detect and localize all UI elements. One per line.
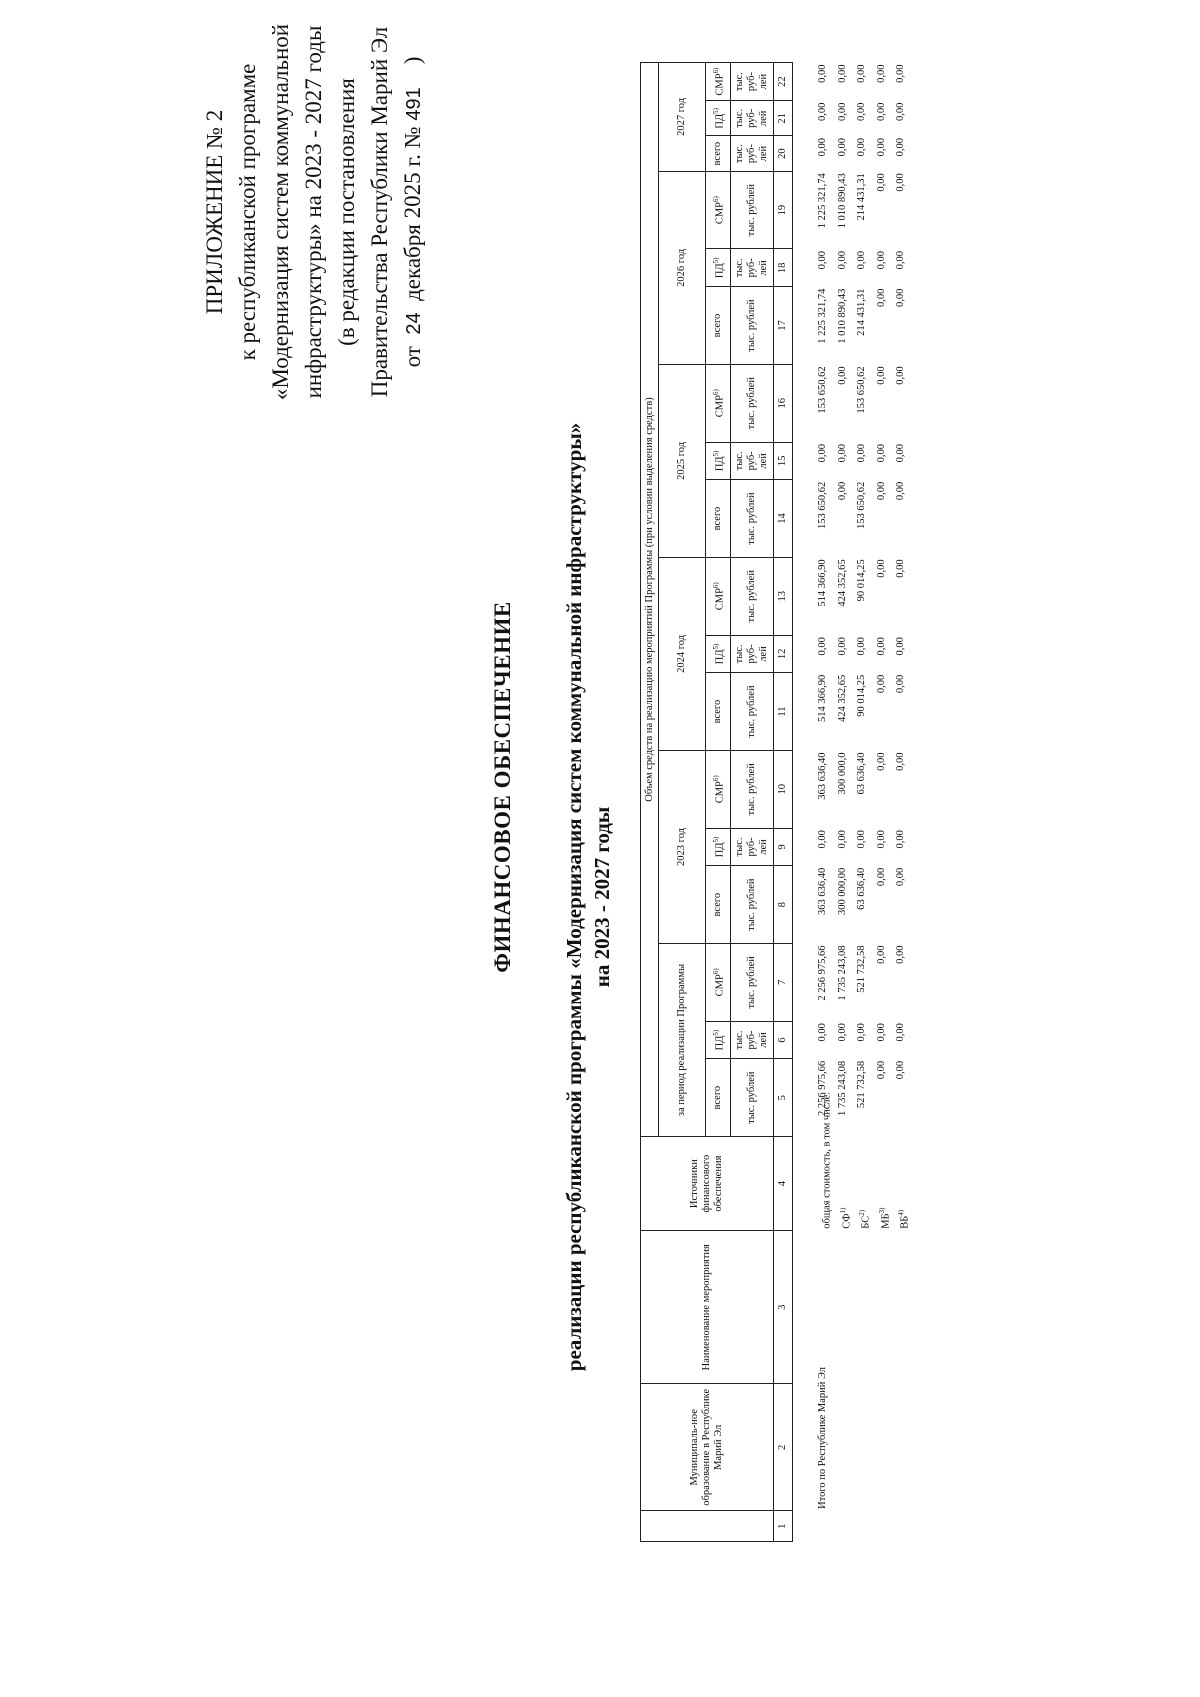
value-cell: 0,00 <box>836 637 848 656</box>
footnote-ref: 1) <box>838 1207 847 1214</box>
subheader-total: всего <box>706 480 731 558</box>
footnote-ref: 5) <box>711 450 720 457</box>
header-event-name: Наименование мероприятия <box>641 1231 774 1384</box>
table-row <box>834 63 854 1542</box>
footnote-ref: 5) <box>711 1029 720 1036</box>
value-cell: 0,00 <box>836 1023 848 1042</box>
value-cell: 0,00 <box>856 637 867 656</box>
value-cell: 0,00 <box>856 444 867 463</box>
column-number: 19 <box>774 171 793 249</box>
subheader-pd-label: ПД <box>714 263 726 279</box>
appendix-line: инфраструктуры» на 2023 - 2027 годы <box>301 25 326 399</box>
value-cell: 0,00 <box>856 250 867 270</box>
value-cell: 0,00 <box>895 637 906 656</box>
value-cell: 0,00 <box>895 867 906 887</box>
subheader-pd <box>706 442 731 480</box>
value-cell: 363 636,40 <box>817 752 828 800</box>
table-body <box>793 63 912 1542</box>
subheader-pd <box>706 1021 731 1059</box>
subheader-pd-label: ПД <box>714 1035 726 1051</box>
value-cell: 0,00 <box>875 945 887 964</box>
value-cell: 0,00 <box>836 137 848 157</box>
column-number: 1 <box>774 1511 793 1542</box>
source-label: БС <box>860 1215 872 1229</box>
value-cell: 0,00 <box>856 830 867 849</box>
unit-label: тыс. рублей <box>731 480 774 558</box>
value-cell: 0,00 <box>817 64 828 83</box>
value-cell: 0,00 <box>895 1060 906 1080</box>
value-cell: 0,00 <box>875 250 887 270</box>
subheader-smr <box>706 557 731 635</box>
value-cell: 300 000,00 <box>836 867 848 916</box>
header-year-2027: 2027 год <box>659 63 706 172</box>
appendix-line: «Модернизация систем коммунальной <box>268 23 293 401</box>
column-number: 17 <box>774 287 793 365</box>
value-cell: 0,00 <box>856 102 867 122</box>
value-cell: 0,00 <box>875 830 887 849</box>
value-cell: 0,00 <box>836 250 848 270</box>
value-cell: 0,00 <box>895 1023 906 1042</box>
unit-label: тыс. рублей <box>731 1059 774 1137</box>
value-cell: 90 014,25 <box>856 674 867 717</box>
column-number: 18 <box>774 249 793 287</box>
value-cell: 0,00 <box>875 64 887 83</box>
value-cell: 0,00 <box>875 366 887 385</box>
closing-paren: ) <box>400 56 425 65</box>
value-cell: 90 014,25 <box>856 559 867 602</box>
value-cell: 0,00 <box>875 173 887 192</box>
column-number: 3 <box>774 1231 793 1384</box>
value-cell: 214 431,31 <box>856 173 867 221</box>
value-cell: 0,00 <box>875 1023 887 1042</box>
value-cell: 0,00 <box>875 752 887 771</box>
subheader-smr <box>706 171 731 249</box>
row-index-cell <box>892 1511 912 1542</box>
subheader-smr <box>706 943 731 1021</box>
value-cell: 0,00 <box>895 102 906 122</box>
value-cell: 1 225 321,74 <box>817 173 828 229</box>
column-number: 5 <box>774 1059 793 1137</box>
value-cell: 214 431,31 <box>856 288 867 336</box>
date-day: 24 <box>403 312 425 335</box>
column-number: 15 <box>774 442 793 480</box>
unit-label: тыс. рублей <box>731 866 774 944</box>
header-year-2023: 2023 год <box>659 750 706 943</box>
header-volume: Объем средств на реализацию мероприятий Программы (при условии выделения средств) <box>641 63 659 1137</box>
value-cell: 0,00 <box>875 867 887 887</box>
unit-label: тыс. руб-лей <box>731 828 774 866</box>
column-number: 11 <box>774 673 793 751</box>
unit-label: тыс. рублей <box>731 364 774 442</box>
subheader-total: всего <box>706 287 731 365</box>
column-number: 21 <box>774 101 793 136</box>
header-municipality: Муниципаль-ное образование в Республике Марий Эл <box>641 1384 774 1511</box>
spacer-cell <box>793 63 815 1542</box>
value-cell: 0,00 <box>817 250 828 270</box>
value-cell: 300 000,0 <box>836 752 848 795</box>
unit-label: тыс. рублей <box>731 673 774 751</box>
appendix-date-line <box>396 12 431 412</box>
value-cell: 0,00 <box>895 64 906 83</box>
appendix-line: Правительства Республики Марий Эл <box>367 26 392 398</box>
subheader-smr-label: СМР <box>714 395 726 418</box>
value-cell: 0,00 <box>836 830 848 849</box>
value-cell: 1 010 890,43 <box>836 173 848 229</box>
footnote-ref: 2) <box>858 1209 866 1216</box>
value-cell: 0,00 <box>836 481 848 501</box>
column-number: 13 <box>774 557 793 635</box>
appendix-line: к республиканской программе <box>235 63 260 361</box>
value-cell: 2 256 975,66 <box>817 1060 828 1116</box>
unit-label: тыс. рублей <box>731 287 774 365</box>
footnote-ref: 6) <box>711 389 720 396</box>
value-cell: 1 225 321,74 <box>817 288 828 344</box>
value-cell: 521 732,58 <box>856 1060 867 1109</box>
column-number: 7 <box>774 943 793 1021</box>
table-spacer <box>793 63 815 1542</box>
subheader-smr-label: СМР <box>714 588 726 611</box>
unit-label: тыс. рублей <box>731 557 774 635</box>
value-cell: 0,00 <box>895 173 906 192</box>
column-number: 4 <box>774 1137 793 1231</box>
header-year-2024: 2024 год <box>659 557 706 750</box>
subheader-pd-label: ПД <box>714 842 726 858</box>
appendix-line: (в редакции постановления <box>334 78 359 346</box>
subheader-smr-label: СМР <box>714 974 726 997</box>
value-cell: 0,00 <box>836 102 848 122</box>
document-title: ФИНАНСОВОЕ ОБЕСПЕЧЕНИЕ <box>490 601 515 973</box>
value-cell: 0,00 <box>817 830 828 849</box>
value-cell: 0,00 <box>875 637 887 656</box>
value-cell: 0,00 <box>875 559 887 578</box>
empty-cell <box>873 1231 893 1511</box>
date-rest: декабря 2025 г. № <box>400 126 425 301</box>
value-cell: 521 732,58 <box>856 945 867 993</box>
subtitle-line-2: на 2023 - 2027 годы <box>590 806 614 988</box>
value-cell: 363 636,40 <box>817 867 828 916</box>
source-label: ВБ <box>899 1215 911 1229</box>
column-number: 10 <box>774 750 793 828</box>
value-cell: 0,00 <box>817 1023 828 1042</box>
header-period: за период реализации Программы <box>659 943 706 1136</box>
column-number: 14 <box>774 480 793 558</box>
financing-table <box>640 62 912 1542</box>
subheader-pd <box>706 249 731 287</box>
subheader-pd <box>706 101 731 136</box>
group-label: Итого по Республике Марий Эл <box>817 1366 828 1509</box>
value-cell: 0,00 <box>875 674 887 694</box>
value-cell: 0,00 <box>895 945 906 964</box>
footnote-ref: 5) <box>711 108 720 114</box>
subheader-pd-label: ПД <box>714 113 726 129</box>
subheader-smr-label: СМР <box>714 201 726 225</box>
value-cell: 0,00 <box>895 288 906 308</box>
source-cell <box>873 1137 893 1231</box>
header-column-numbers <box>774 63 793 1542</box>
value-cell: 0,00 <box>895 481 906 501</box>
value-cell: 153 650,62 <box>817 366 828 414</box>
source-cell <box>814 1091 834 1231</box>
value-cell: 514 366,90 <box>817 674 828 722</box>
value-cell: 0,00 <box>856 1023 867 1042</box>
value-cell: 0,00 <box>817 137 828 157</box>
subheader-total: всего <box>706 673 731 751</box>
table-row <box>873 63 893 1542</box>
value-cell: 0,00 <box>895 137 906 157</box>
footnote-ref: 5) <box>711 643 720 650</box>
row-index-cell <box>873 1511 893 1542</box>
subheader-smr-label: СМР <box>714 73 726 96</box>
date-prefix: от <box>400 346 425 368</box>
row-index-cell <box>814 1511 834 1542</box>
value-cell: 0,00 <box>895 366 906 385</box>
value-cell: 0,00 <box>836 366 848 385</box>
value-cell: 1 010 890,43 <box>836 288 848 344</box>
column-number: 20 <box>774 136 793 171</box>
unit-label: тыс. руб-лей <box>731 101 774 136</box>
row-index-cell <box>834 1511 854 1542</box>
value-cell: 0,00 <box>895 250 906 270</box>
unit-label: тыс. руб-лей <box>731 1021 774 1059</box>
value-cell: 424 352,65 <box>836 674 848 722</box>
subheader-total: всего <box>706 866 731 944</box>
subtitle-line-1: реализации республиканской программы «Модернизация систем коммунальной инфраструктуры» <box>562 422 586 1372</box>
footnote-ref: 3) <box>877 1207 886 1214</box>
value-cell: 424 352,65 <box>836 559 848 607</box>
column-number: 2 <box>774 1384 793 1511</box>
value-cell: 0,00 <box>895 674 906 694</box>
source-label: МБ <box>880 1213 891 1229</box>
subheader-pd <box>706 828 731 866</box>
unit-label: тыс. руб-лей <box>731 635 774 673</box>
value-cell: 0,00 <box>895 559 906 578</box>
value-cell: 0,00 <box>875 481 887 501</box>
column-number: 8 <box>774 866 793 944</box>
subheader-total: всего <box>706 136 731 171</box>
footnote-ref: 5) <box>711 836 720 843</box>
footnote-ref: 6) <box>711 67 720 74</box>
unit-label: тыс. руб-лей <box>731 136 774 171</box>
header-year-2026: 2026 год <box>659 171 706 364</box>
header-blank <box>641 1511 774 1542</box>
unit-label: тыс. рублей <box>731 943 774 1021</box>
subheader-pd <box>706 635 731 673</box>
unit-label: тыс. рублей <box>731 750 774 828</box>
subheader-smr-label: СМР <box>714 781 726 804</box>
footnote-ref: 6) <box>711 775 720 782</box>
footnote-ref: 4) <box>897 1209 905 1216</box>
value-cell: 0,00 <box>836 444 848 463</box>
source-label: СФ <box>841 1213 852 1229</box>
subheader-smr <box>706 750 731 828</box>
value-cell: 0,00 <box>856 64 867 83</box>
value-cell: 0,00 <box>817 637 828 656</box>
column-number: 22 <box>774 63 793 101</box>
value-cell: 0,00 <box>895 752 906 771</box>
subheader-smr <box>706 364 731 442</box>
column-number: 16 <box>774 364 793 442</box>
value-cell: 153 650,62 <box>817 481 828 529</box>
value-cell: 0,00 <box>875 444 887 463</box>
source-cell <box>892 1137 912 1231</box>
value-cell: 63 636,40 <box>856 867 867 910</box>
value-cell: 0,00 <box>817 444 828 463</box>
value-cell: 0,00 <box>875 137 887 157</box>
value-cell: 153 650,62 <box>856 481 867 529</box>
empty-cell <box>853 1231 873 1511</box>
row-index-cell <box>853 1511 873 1542</box>
value-cell: 0,00 <box>875 1060 887 1080</box>
value-cell: 0,00 <box>895 444 906 463</box>
table-row <box>814 63 834 1542</box>
subheader-total: всего <box>706 1059 731 1137</box>
unit-label: тыс. руб-лей <box>731 63 774 101</box>
footnote-ref: 6) <box>711 968 720 975</box>
subheader-smr <box>706 63 731 101</box>
column-number: 12 <box>774 635 793 673</box>
value-cell: 0,00 <box>836 64 848 83</box>
unit-label: тыс. рублей <box>731 171 774 249</box>
subheader-pd-label: ПД <box>714 456 726 472</box>
column-number: 9 <box>774 828 793 866</box>
value-cell: 1 735 243,08 <box>836 945 848 1001</box>
document-subtitle <box>560 297 616 1497</box>
source-cell <box>853 1137 873 1231</box>
value-cell: 63 636,40 <box>856 752 867 795</box>
appendix-block <box>198 12 431 412</box>
value-cell: 0,00 <box>856 137 867 157</box>
resolution-number: 491 <box>403 87 425 121</box>
value-cell: 2 256 975,66 <box>817 945 828 1001</box>
subheader-pd-label: ПД <box>714 649 726 665</box>
empty-cell <box>892 1231 912 1511</box>
table-row <box>853 63 873 1542</box>
source-cell <box>834 1137 854 1231</box>
value-cell: 153 650,62 <box>856 366 867 414</box>
empty-cell <box>834 1231 854 1511</box>
value-cell: 0,00 <box>875 102 887 122</box>
value-cell: 514 366,90 <box>817 559 828 607</box>
value-cell: 1 735 243,08 <box>836 1060 848 1116</box>
unit-label: тыс. руб-лей <box>731 442 774 480</box>
value-cell: 0,00 <box>817 102 828 122</box>
unit-label: тыс. руб-лей <box>731 249 774 287</box>
appendix-line: ПРИЛОЖЕНИЕ № 2 <box>202 109 227 315</box>
header-sources: Источники финансового обеспечения <box>641 1137 774 1231</box>
source-label: общая стоимость, в том числе: <box>821 1091 833 1229</box>
footnote-ref: 6) <box>711 582 720 589</box>
footnote-ref: 5) <box>711 257 720 264</box>
table-row <box>892 63 912 1542</box>
value-cell: 0,00 <box>895 830 906 849</box>
header-year-2025: 2025 год <box>659 364 706 557</box>
footnote-ref: 6) <box>711 196 720 202</box>
column-number: 6 <box>774 1021 793 1059</box>
value-cell: 0,00 <box>875 288 887 308</box>
